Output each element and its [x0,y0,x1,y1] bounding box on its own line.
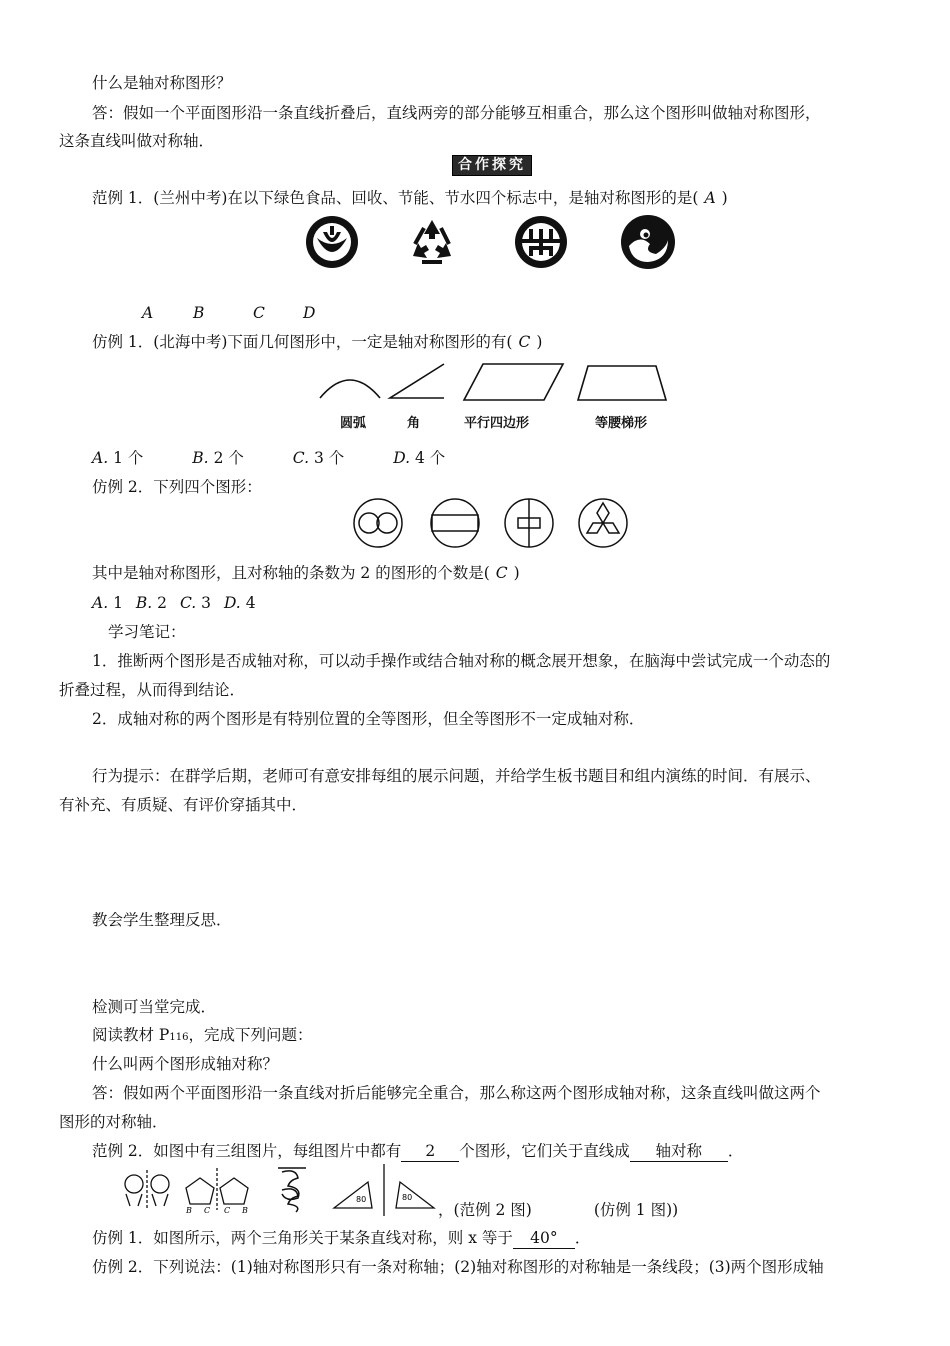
diamonds-in-circle-figure [579,499,627,547]
ex1-option-c: C [253,304,265,322]
follow-4-question: 仿例 2．下列说法：(1)轴对称图形只有一条对称轴；(2)轴对称图形的对称轴是一条线段；(3)两个图形成轴 [92,1258,824,1276]
question-2: 什么叫两个图形成轴对称？ [92,1055,279,1073]
example-2-mid: 个图形，它们关于直线成 [459,1142,630,1160]
reading-pre: 阅读教材 P [92,1026,170,1044]
f2-option-c-key: C. [179,594,197,612]
example-2-figure-caption: (范例 2 图) [453,1201,532,1219]
figures-comma: ， [438,1201,454,1219]
check-note: 检测可当堂完成． [92,998,217,1016]
option-c-key: C. [292,449,310,467]
answer-2-line-2: 图形的对称轴． [59,1113,168,1131]
example-2-end: ． [727,1142,744,1160]
pentagon-label-3: C [224,1206,231,1215]
rectangle-in-circle-figure [431,499,479,547]
swan-pair-figure [278,1168,306,1212]
option-b [192,449,244,467]
face-pair-figure [125,1170,169,1210]
caption-angle: 角 [407,416,421,431]
energy-saving-logo-icon [515,216,567,268]
parallelogram-shape [464,364,563,400]
pentagon-label-4: B [242,1206,248,1215]
two-circles-figure [354,499,402,547]
water-saving-logo-icon [621,215,675,269]
option-a-value: 1 个 [113,449,144,467]
option-b-key: B. [192,449,209,467]
reading-instruction [92,1025,312,1048]
pentagon-label-1: B [186,1206,192,1215]
reading-post: ，完成下列问题： [188,1026,313,1044]
option-d-value: 4 个 [414,449,446,467]
example-2-question [92,1141,743,1162]
f2-option-c-value: 3 [201,594,211,612]
angle-shape [390,364,444,398]
example-2-pre: 范例 2．如图中有三组图片，每组图片中都有 [92,1142,402,1160]
follow-3-end: ． [574,1229,591,1247]
ex1-option-d: D [303,304,316,322]
follow-2-q: 其中是轴对称图形，且对称轴的条数为 2 的图形的个数是( [92,564,490,582]
option-c [293,449,344,467]
f2-option-d-key: D. [223,594,241,612]
follow-1-answer: C [518,333,531,351]
follow-2-options [92,593,256,613]
example-1-text: 范例 1．(兰州中考)在以下绿色食品、回收、节能、节水四个标志中，是轴对称图形的是( [92,189,699,207]
follow-1-options [92,448,445,468]
ex1-option-a: A [142,304,154,322]
section-banner: 合作探究 [452,155,532,176]
option-d [393,449,445,467]
note-1-line-1: 1．推断两个图形是否成轴对称，可以动手操作或结合轴对称的概念展开想象，在脑海中尝试完成一个动态的 [92,652,831,670]
f2-option-a-value: 1 [113,594,123,612]
f2-option-b-value: 2 [157,594,168,612]
reflect-note: 教会学生整理反思． [92,911,232,929]
reading-page: 116 [169,1032,189,1043]
arc-shape [320,380,380,398]
follow-1-figure-caption: (仿例 1 图)) [593,1201,679,1219]
follow-1-text: 仿例 1．(北海中考)下面几何图形中，一定是轴对称图形的有( [92,333,513,351]
tip-line-1: 行为提示：在群学后期，老师可有意安排每组的展示问题，并给学生板书题目和组内演练的时间．有展示、 [92,767,821,785]
caption-arc: 圆弧 [340,416,367,431]
triangle-angle-label-2: 80 [402,1193,413,1202]
follow-2-close: ) [513,564,520,582]
follow-1-close: ) [536,333,543,351]
example-1-close: ) [721,189,728,207]
follow-3-blank: 40° [513,1228,575,1249]
follow-2-answer: C [495,564,508,582]
recycle-logo-icon [413,220,451,262]
follow-2-question: 仿例 2．下列四个图形： [92,478,262,496]
follow-3-pre: 仿例 1．如图所示，两个三角形关于某条直线对称，则 x 等于 [92,1229,513,1247]
option-b-value: 2 个 [213,449,244,467]
triangle-pair-figure [334,1164,434,1216]
caption-trapezoid: 等腰梯形 [595,416,648,431]
logo-row [300,212,690,272]
figure-captions [438,1200,678,1220]
triangle-angle-label-1: 80 [356,1195,367,1204]
note-1-line-2: 折叠过程，从而得到结论． [59,681,246,699]
pentagon-label-2: C [204,1206,211,1215]
follow-2-subquestion [92,563,520,583]
f2-option-a-key: A. [92,594,109,612]
option-c-value: 3 个 [313,449,345,467]
follow-3-question [92,1228,590,1249]
answer-line-2: 这条直线叫做对称轴． [59,132,215,150]
isosceles-trapezoid-shape [578,366,666,400]
example-1-question [92,188,728,208]
note-2: 2．成轴对称的两个图形是有特别位置的全等图形，但全等图形不一定成轴对称． [92,710,645,728]
notes-title: 学习笔记： [108,623,186,641]
option-d-key: D. [393,449,411,467]
example-2-blank-2: 轴对称 [630,1141,728,1162]
green-food-logo-icon [306,216,358,268]
example-2-figures [120,1164,440,1216]
circle-figures [350,494,635,552]
answer-2-line-1: 答：假如两个平面图形沿一条直线对折后能够完全重合，那么称这两个图形成轴对称，这条直线叫做这两个 [92,1084,821,1102]
example-1-answer: A [704,189,716,207]
pentagon-pair-figure [186,1168,248,1210]
f2-option-b-key: B. [135,594,153,612]
option-a [92,449,143,467]
geometry-shapes [316,360,676,410]
option-a-key: A. [92,449,109,467]
follow-1-question [92,332,542,352]
ex1-option-b: B [193,304,205,322]
question-axis-symmetry: 什么是轴对称图形？ [92,74,232,92]
example-2-blank-1: 2 [401,1141,459,1162]
cross-in-circle-figure [505,499,553,547]
caption-parallelogram: 平行四边形 [464,416,530,431]
answer-line-1: 答：假如一个平面图形沿一条直线折叠后，直线两旁的部分能够互相重合，那么这个图形叫做轴对称图形， [92,104,821,122]
tip-line-2: 有补充、有质疑、有评价穿插其中． [59,796,308,814]
f2-option-d-value: 4 [245,594,256,612]
